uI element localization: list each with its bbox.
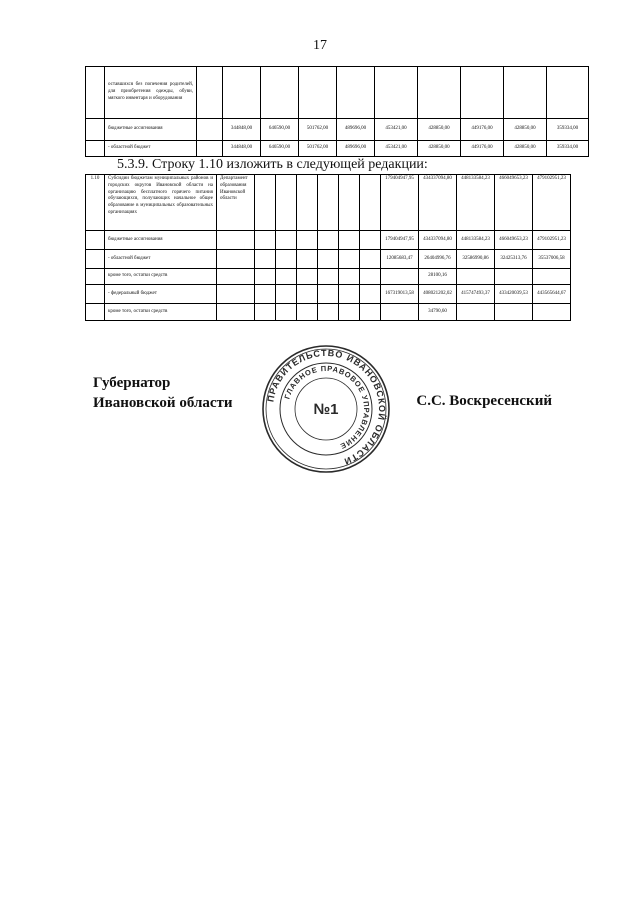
table-cell (495, 304, 533, 321)
table-cell (255, 269, 276, 285)
table-cell (255, 250, 276, 269)
budget-table-row-1-10 (85, 174, 571, 321)
table-cell: 646590,00 (261, 119, 299, 141)
official-seal (260, 343, 392, 475)
table-cell (337, 67, 375, 119)
table-cell (360, 285, 381, 304)
table-row (86, 304, 571, 321)
seal-center-text: №1 (313, 401, 339, 418)
signer-title-line: Ивановской области (93, 394, 233, 411)
table-cell: 359334,00 (547, 141, 589, 157)
table-cell: 453421,00 (375, 119, 418, 141)
table-cell: 344848,00 (223, 141, 261, 157)
table-cell: 466049653,23 (495, 231, 533, 250)
table-cell (297, 269, 318, 285)
table-cell: 433420039,53 (495, 285, 533, 304)
table-cell (504, 67, 547, 119)
table-cell (318, 304, 339, 321)
table-cell (276, 269, 297, 285)
seal-icon (260, 343, 392, 475)
table-cell-desc: - областной бюджет (105, 141, 197, 157)
table-cell-desc: бюджетные ассигнования (105, 119, 197, 141)
table-cell: 428850,00 (504, 141, 547, 157)
table-cell (217, 269, 255, 285)
table-row (86, 269, 571, 285)
table-cell (418, 67, 461, 119)
table-cell (318, 269, 339, 285)
section-heading: 5.3.9. Строку 1.10 изложить в следующей редакции: (117, 157, 428, 172)
table-cell (381, 304, 419, 321)
table-cell (197, 119, 223, 141)
table-cell: 26404996,76 (419, 250, 457, 269)
table-cell (86, 231, 105, 250)
table-cell (86, 67, 105, 119)
table-cell (86, 304, 105, 321)
table-cell (381, 269, 419, 285)
table-cell (339, 304, 360, 321)
signer-title (93, 374, 233, 413)
table-cell (86, 119, 105, 141)
table-cell (297, 175, 318, 231)
row-number: 1.10 (86, 175, 105, 231)
table-cell (533, 269, 571, 285)
table-cell (360, 231, 381, 250)
table-cell (217, 250, 255, 269)
table-cell-desc: - областной бюджет (105, 250, 217, 269)
table-cell: 179404947,95 (381, 231, 419, 250)
table-row (86, 67, 589, 119)
table-cell (297, 250, 318, 269)
table-cell (360, 304, 381, 321)
table-cell (86, 269, 105, 285)
table-cell: 466049653,23 (495, 175, 533, 231)
table-cell (217, 285, 255, 304)
table-cell: 35537006,58 (533, 250, 571, 269)
table-cell: 479102951,23 (533, 175, 571, 231)
table-cell: 167319013,58 (381, 285, 419, 304)
table-cell: 179404947,95 (381, 175, 419, 231)
table-cell (276, 231, 297, 250)
budget-table-continuation (85, 66, 589, 157)
table-cell: 408021202,02 (419, 285, 457, 304)
table-cell: 449176,00 (461, 119, 504, 141)
table-cell (375, 67, 418, 119)
table-cell (297, 304, 318, 321)
table-cell (533, 304, 571, 321)
page-number: 17 (313, 38, 327, 53)
table-cell: 443565644,67 (533, 285, 571, 304)
table-cell (86, 250, 105, 269)
table-cell (339, 231, 360, 250)
table-cell: 646590,00 (261, 141, 299, 157)
table-cell (197, 141, 223, 157)
table-cell: 32425313,76 (495, 250, 533, 269)
table-cell (297, 231, 318, 250)
table-cell (360, 250, 381, 269)
table-cell (255, 304, 276, 321)
table-cell: 501762,00 (299, 119, 337, 141)
table-row (86, 231, 571, 250)
table-cell (197, 67, 223, 119)
table-cell (360, 175, 381, 231)
table-cell-desc: кроме того, остатки средств (105, 269, 217, 285)
table-cell (217, 304, 255, 321)
table-cell: 489696,00 (337, 119, 375, 141)
table-cell: 344848,00 (223, 119, 261, 141)
table-cell (299, 67, 337, 119)
table-cell (339, 285, 360, 304)
signer-name: С.С. Воскресенский (416, 393, 552, 409)
table-cell (339, 269, 360, 285)
table-row (86, 250, 571, 269)
table-cell: 428850,00 (504, 119, 547, 141)
table-cell (461, 67, 504, 119)
table-cell (276, 304, 297, 321)
table-cell (276, 250, 297, 269)
table-cell (255, 285, 276, 304)
table-cell (86, 141, 105, 157)
table-cell (276, 285, 297, 304)
table-cell: 453421,00 (375, 141, 418, 157)
table-cell (276, 175, 297, 231)
table-cell (255, 175, 276, 231)
table-cell (318, 250, 339, 269)
table-cell: 434337094,80 (419, 231, 457, 250)
table-cell-desc: - федеральный бюджет (105, 285, 217, 304)
table-cell (261, 67, 299, 119)
table-cell (495, 269, 533, 285)
table-cell-desc: кроме того, остатки средств (105, 304, 217, 321)
table-row (86, 119, 589, 141)
table-cell-desc: бюджетные ассигнования (105, 231, 217, 250)
table-cell: 434337094,80 (419, 175, 457, 231)
executor-cell: Департамент образования Ивановской области (217, 175, 255, 231)
table-cell (360, 269, 381, 285)
table-cell: 28100,16 (419, 269, 457, 285)
table-cell (547, 67, 589, 119)
table-cell: 448133584,23 (457, 231, 495, 250)
table-cell: 428850,00 (418, 141, 461, 157)
table-cell (255, 231, 276, 250)
table-cell (86, 285, 105, 304)
table-cell (318, 231, 339, 250)
table-cell (297, 285, 318, 304)
table-cell-desc: оставшихся без попечения родителей, для приобретения одежды, обуви, мягкого инвентаря и оборудования (105, 67, 197, 119)
signer-title-line: Губернатор (93, 375, 171, 391)
table-row (86, 285, 571, 304)
table-cell: 34790,60 (419, 304, 457, 321)
table-cell: 359334,00 (547, 119, 589, 141)
table-cell: 489696,00 (337, 141, 375, 157)
table-cell (217, 231, 255, 250)
table-cell: 428850,00 (418, 119, 461, 141)
table-cell: 501762,00 (299, 141, 337, 157)
table-row (86, 175, 571, 231)
table-cell: 12085683,47 (381, 250, 419, 269)
table-cell (318, 175, 339, 231)
seal-inner-text: ГЛАВНОЕ ПРАВОВОЕ УПРАВЛЕНИЕ (282, 363, 372, 452)
table-cell (339, 175, 360, 231)
table-cell: 479102951,23 (533, 231, 571, 250)
table-cell (457, 269, 495, 285)
table-cell: 415747493,37 (457, 285, 495, 304)
table-row (86, 141, 589, 157)
table-cell: 32586990,86 (457, 250, 495, 269)
table-cell (457, 304, 495, 321)
seal-outer-text: ПРАВИТЕЛЬСТВО ИВАНОВСКОЙ ОБЛАСТИ (265, 347, 388, 467)
table-cell: 448133584,23 (457, 175, 495, 231)
table-cell: 449176,00 (461, 141, 504, 157)
table-cell (339, 250, 360, 269)
table-cell (223, 67, 261, 119)
table-cell (318, 285, 339, 304)
table-cell-desc: Субсидии бюджетам муниципальных районов и городских округов Ивановской области на организацию бесплатного горячего питания обучающихся, получающих начальное общее образование в муниципальных образовательных организациях (105, 175, 217, 231)
